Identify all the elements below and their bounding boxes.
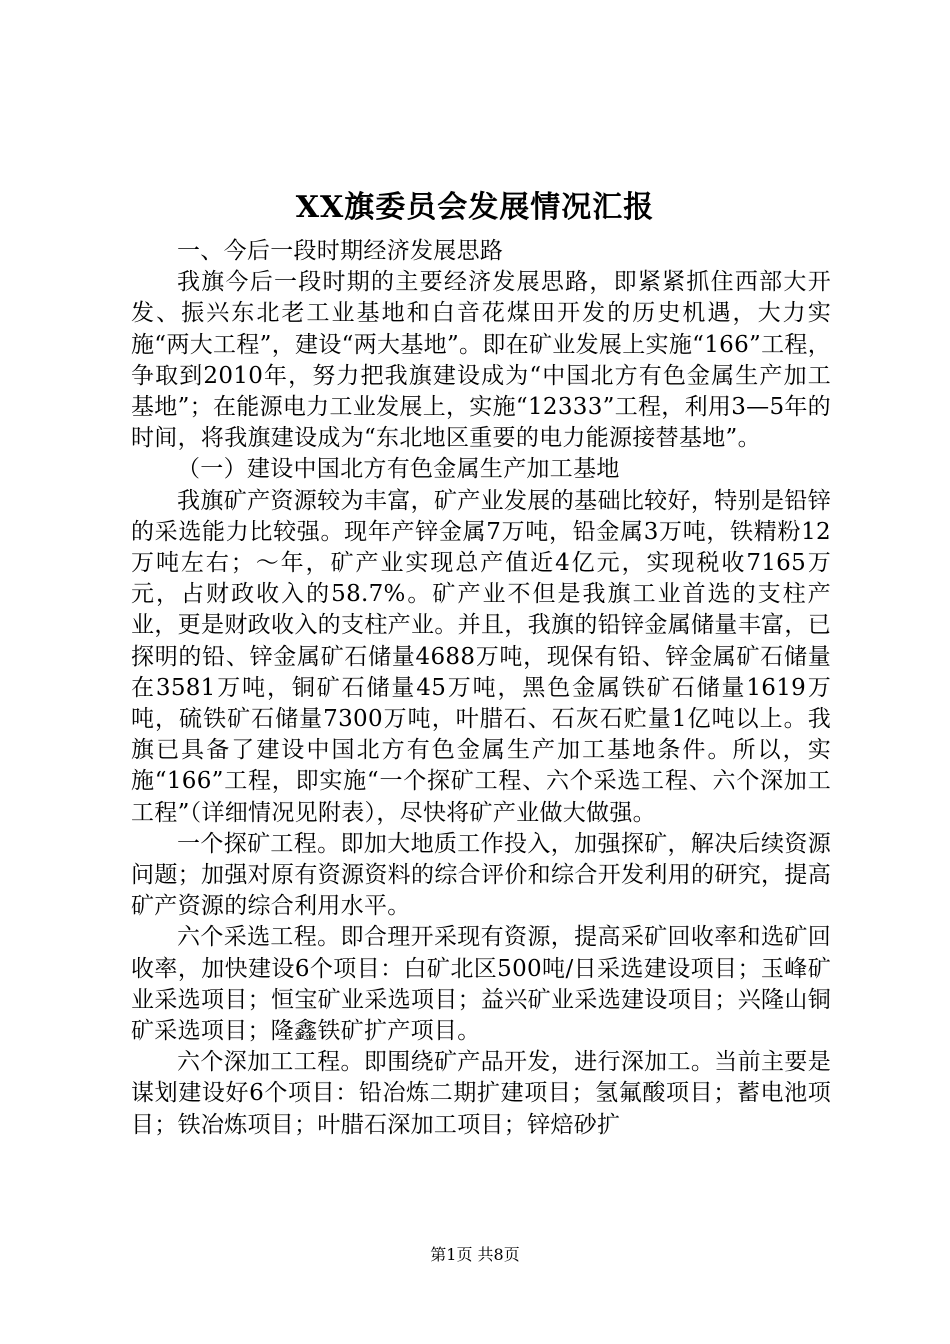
paragraph: 我旗今后一段时期的主要经济发展思路，即紧紧抓住西部大开发、振兴东北老工业基地和白音花煤田开发的历史机遇，大力实施“两大工程”，建设“两大基地”。即在矿业发展上实施“166”工程，争取到2010年，努力把我旗建设成为“中国北方有色金属生产加工基地”；在能源电力工业发展上，实施“12333”工程，利用3—5年的时间，将我旗建设成为“东北地区重要的电力能源接替基地”。 — [131, 269, 831, 452]
paragraph: 我旗矿产资源较为丰富，矿产业发展的基础比较好，特别是铅锌的采选能力比较强。现年产锌金属7万吨，铅金属3万吨，铁精粉12万吨左右；～年，矿产业实现总产值近4亿元，实现税收7165万元，占财政收入的58.7%。矿产业不但是我旗工业首选的支柱产业，更是财政收入的支柱产业。并且，我旗的铅锌金属储量丰富，已探明的铅、锌金属矿石储量4688万吨，现保有铅、锌金属矿石储量在3581万吨，铜矿石储量45万吨，黑色金属铁矿石储量1619万吨，硫铁矿石储量7300万吨，叶腊石、石灰石贮量1亿吨以上。我旗已具备了建设中国北方有色金属生产加工基地条件。所以，实施“166”工程，即实施“一个探矿工程、六个采选工程、六个深加工工程”（详细情况见附表），尽快将矿产业做大做强。 — [131, 487, 831, 826]
page-footer: 第1页 共8页 — [430, 1245, 520, 1264]
document-title: XX旗委员会发展情况汇报 — [295, 190, 655, 225]
paragraph: 六个深加工工程。即围绕矿产品开发，进行深加工。当前主要是谋划建设好6个项目：铅冶炼二期扩建项目；氢氟酸项目；蓄电池项目；铁冶炼项目；叶腊石深加工项目；锌焙砂扩 — [131, 1049, 831, 1138]
document-body — [131, 236, 831, 1141]
section-heading: 一、今后一段时期经济发展思路 — [177, 238, 504, 264]
paragraph: 六个采选工程。即合理开采现有资源，提高采矿回收率和选矿回收率，加快建设6个项目：白矿北区500吨/日采选建设项目；玉峰矿业采选项目；恒宝矿业采选项目；益兴矿业采选建设项目；兴隆山铜矿采选项目；隆鑫铁矿扩产项目。 — [131, 924, 831, 1045]
subsection-heading: （一）建设中国北方有色金属生产加工基地 — [177, 456, 620, 483]
paragraph: 一个探矿工程。即加大地质工作投入，加强探矿，解决后续资源问题；加强对原有资源资料的综合评价和综合开发利用的研究，提高矿产资源的综合利用水平。 — [131, 830, 831, 920]
